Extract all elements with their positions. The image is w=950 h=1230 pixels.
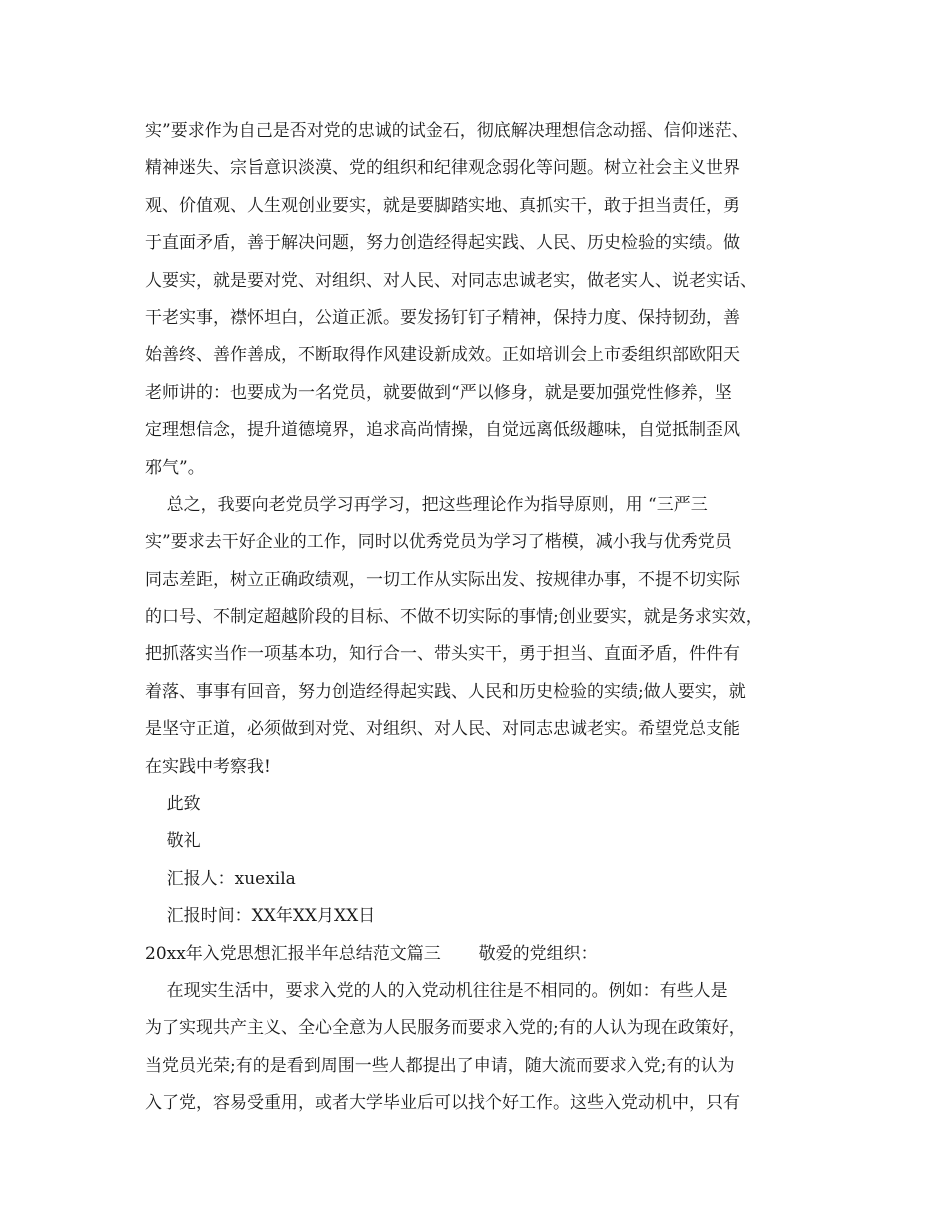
- text-line: 人要实，就是要对党、对组织、对人民、对同志忠诚老实，做老实人、说老实话、: [145, 270, 757, 291]
- text-line: 观、价值观、人生观创业要实，就是要脚踏实地、真抓实干，敢于担当责任，勇: [145, 195, 740, 216]
- text-line: 始善终、善作善成，不断取得作风建设新成效。正如培训会上市委组织部欧阳天: [145, 345, 740, 366]
- text-line: 实”要求去干好企业的工作，同时以优秀党员为学习了楷模，减小我与优秀党员: [145, 532, 732, 553]
- text-line: 同志差距，树立正确政绩观，一切工作从实际出发、按规律办事，不提不切实际: [145, 569, 740, 590]
- closing-regards: 敬礼: [145, 831, 201, 852]
- text-line: 把抓落实当作一项基本功，知行合一、带头实干，勇于担当、直面矛盾，件件有: [145, 644, 740, 665]
- document-body: [145, 113, 825, 1123]
- text-line: 是坚守正道，必须做到对党、对组织、对人民、对同志忠诚老实。希望党总支能: [145, 719, 740, 740]
- text-line: 着落、事事有回音，努力创造经得起实践、人民和历史检验的实绩;做人要实，就: [145, 681, 746, 702]
- text-line: 实”要求作为自己是否对党的忠诚的试金石，彻底解决理想信念动摇、信仰迷茫、: [145, 121, 749, 141]
- closing-salutation: 此致: [145, 794, 201, 815]
- text-line: 入了党，容易受重用，或者大学毕业后可以找个好工作。这些入党动机中，只有: [145, 1093, 740, 1114]
- text-line: 为了实现共产主义、全心全意为人民服务而要求入党的;有的人认为现在政策好，: [145, 1018, 746, 1039]
- text-line: 邪气”。: [145, 457, 205, 478]
- text-line: 在现实生活中，要求入党的人的入党动机往往是不相同的。例如：有些人是: [145, 980, 728, 1001]
- text-line: 的口号、不制定超越阶段的目标、不做不切实际的事情;创业要实，就是务求实效，: [145, 607, 763, 628]
- report-date-line: 汇报时间：XX年XX月XX日: [145, 906, 376, 927]
- text-line: 定理想信念，提升道德境界，追求高尚情操，自觉远离低级趣味，自觉抵制歪风: [145, 420, 740, 441]
- text-line: 精神迷失、宗旨意识淡漠、党的组织和纪律观念弱化等问题。树立社会主义世界: [145, 158, 740, 179]
- text-line: 于直面矛盾，善于解决问题，努力创造经得起实践、人民、历史检验的实绩。做: [145, 233, 740, 254]
- text-line: 干老实事，襟怀坦白，公道正派。要发扬钉钉子精神，保持力度、保持韧劲，善: [145, 307, 740, 328]
- section-heading: 20xx年入党思想汇报半年总结范文篇三 敬爱的党组织：: [145, 943, 598, 964]
- text-line: 在实践中考察我!: [145, 756, 271, 777]
- text-line: 老师讲的：也要成为一名党员，就要做到“严以修身，就是要加强党性修养，坚: [145, 382, 732, 403]
- reporter-line: 汇报人：xuexila: [145, 868, 296, 889]
- text-line: 总之，我要向老党员学习再学习，把这些理论作为指导原则，用 “三严三: [145, 494, 708, 515]
- text-line: 当党员光荣;有的是看到周围一些人都提出了申请，随大流而要求入党;有的认为: [145, 1055, 735, 1076]
